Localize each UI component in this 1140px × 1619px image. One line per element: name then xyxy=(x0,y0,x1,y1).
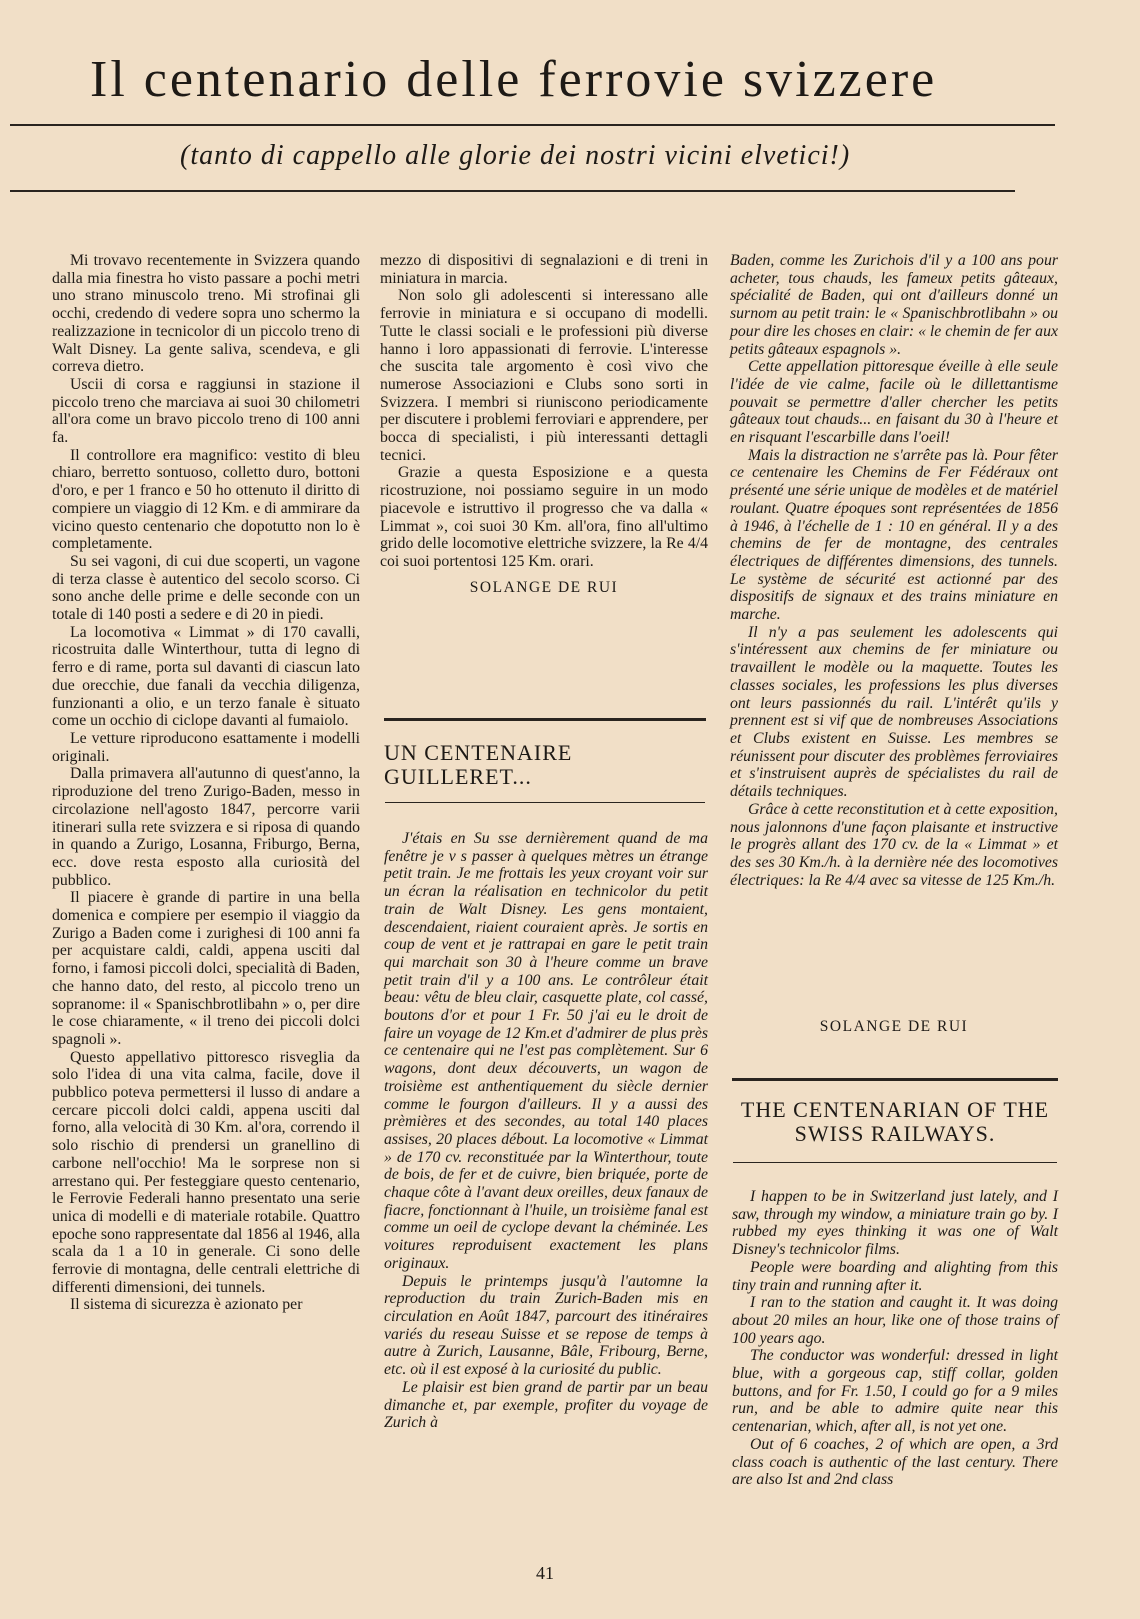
french-section-rule xyxy=(384,718,706,721)
paragraph: Dalla primavera all'autunno di quest'anno, la riproduzione del treno Zurigo-Baden, messo in circolazione nell'agosto 1847, percorre varii itinerari sulla rete svizzera e si riposa di quando in quando a Zurigo, Losanna, Friburgo, Berna, ecc. dove resta esposto alla curiosità del pubblico. xyxy=(52,765,360,889)
paragraph: Cette appellation pittoresque éveille à elle seule l'idée de vie calme, facile où le dillettantisme pouvait se permettre d'aller chercher les petits gâteaux tout chauds... en faisant du 30 à l'heure et en risquant l'escarbille dans l'oeil! xyxy=(730,358,1058,447)
paragraph: Il n'y a pas seulement les adolescents qui s'intéressent aux chemins de fer miniature ou travaillent le modèle ou la maquette. Toutes les classes sociales, les professions les plus diverses ont leurs passionnés du rail. L'intérêt qu'ils y prennent est si vif que de nombreuses Associations et Clubs existent en Suisse. Les membres se réunissent pour discuter des problèmes ferroviaires et s'instruisent auprès de spécialistes du rail de détails techniques. xyxy=(730,623,1058,801)
page-number: 41 xyxy=(536,1563,554,1583)
paragraph: Questo appellativo pittoresco risveglia da solo l'idea di una vita calma, facile, dove il pubblico poteva permettersi il lusso di andare a cercare piccoli dolci caldi, appena usciti dal forno, alla velocità di 30 Km. al'ora, correndo il solo rischio di prendersi un granellino di carbone nell'occhio! Ma le sorprese non si arrestano qui. Per festeggiare questo centenario, le Ferrovie Federali hanno presentato una serie unica di modelli e di materiale rotabile. Quattro epoche sono rappresentate dal 1856 al 1946, alla scala da 1 a 10 in generale. Ci sono delle ferrovie di montagna, delle centrali elettriche di differenti dimensioni, dei tunnels. xyxy=(52,1048,360,1296)
paragraph: Uscii di corsa e raggiunsi in stazione il piccolo treno che marciava ai suoi 30 chilometri all'ora come un bravo piccolo treno di 100 anni fa. xyxy=(52,375,360,447)
english-section-rule xyxy=(732,1078,1058,1081)
french-article-col2 xyxy=(384,830,708,1432)
paragraph: Il controllore era magnifico: vestito di bleu chiaro, berretto sontuoso, colletto duro, bottoni d'oro, e per 1 franco e 50 ho ottenuto il diritto di compiere un viaggio di 12 Km. e di ammirare da vicino questo centenario che dopotutto non lo è completamente. xyxy=(52,446,360,553)
english-heading-rule xyxy=(733,1162,1057,1163)
paragraph: Non solo gli adolescenti si interessano alle ferrovie in miniatura e si occupano di modelli. Tutte le classi sociali e le professioni più diverse hanno i loro appassionati di ferrovie. L'interesse che suscita tale argomento è così vivo che numerose Associazioni e Clubs sono sorti in Svizzera. I membri si riuniscono periodicamente per discutere i problemi ferroviari e apprendere, per bocca di specialisti, i più interessanti dettagli tecnici. xyxy=(380,287,708,464)
paragraph: La locomotiva « Limmat » di 170 cavalli, ricostruita dalle Winterthour, tutta di legno di ferro e di rame, porta sul davanti di ciascun lato due orecchie, due fanali da vecchia diligenza, funzionanti a olio, e un terzo fanale è situato come un occhio di ciclope davanti al fumaiolo. xyxy=(52,623,360,730)
paragraph: I ran to the station and caught it. It was doing about 20 miles an hour, like one of those trains of 100 years ago. xyxy=(732,1294,1058,1347)
paragraph: Out of 6 coaches, 2 of which are open, a 3rd class coach is authentic of the last century. There are also Ist and 2nd class xyxy=(732,1435,1058,1489)
paragraph: Grazie a questa Esposizione e a questa ricostruzione, noi possiamo seguire in un modo piacevole e istruttivo il progresso che va dalla « Limmat », coi suoi 30 Km. all'ora, fino all'ultimo grido delle locomotive elettriche svizzere, la Re 4/4 coi suoi portentosi 125 Km. orari. xyxy=(380,464,708,570)
paragraph: People were boarding and alighting from this tiny train and running after it. xyxy=(732,1258,1058,1294)
paragraph: Baden, comme les Zurichois d'il y a 100 ans pour acheter, tous chauds, les fameux petits gâteaux, spécialité de Baden, qui ont d'ailleurs donné un surnom au petit train: le « Spanischbrotlibahn » ou pour dire les choses en clair: « le chemin de fer aux petits gâteaux espagnols ». xyxy=(730,252,1058,358)
french-heading: UN CENTENAIRE GUILLERET... xyxy=(384,740,573,789)
paragraph: Il sistema di sicurezza è azionato per xyxy=(70,1296,303,1314)
page-subtitle: (tanto di cappello alle glorie dei nostri vicini elvetici!) xyxy=(180,140,851,171)
italian-article-col1 xyxy=(52,252,360,1314)
subtitle-rule xyxy=(10,190,1015,192)
english-heading: THE CENTENARIAN OF THE SWISS RAILWAYS. xyxy=(740,1097,1050,1146)
paragraph: Depuis le printemps jusqu'à l'automne la reproduction du train Zurich-Baden mis en circulation en Août 1847, parcourt des itinéraires variés du reseau Suisse et se repose de temps à autre à Zurich, Lausanne, Bâle, Fribourg, Berne, etc. où il est exposé à la curiosité du public. xyxy=(384,1272,708,1379)
title-rule xyxy=(10,124,1055,126)
italian-article-col2 xyxy=(380,252,708,596)
french-signature: SOLANGE DE RUI xyxy=(819,1018,969,1035)
paragraph: Su sei vagoni, di cui due scoperti, un vagone di terza classe è autentico del secolo scorso. Ci sono anche delle prime e delle seconde con un totale di 140 posti a sedere e di 20 in piedi. xyxy=(52,552,360,624)
paragraph: mezzo di dispositivi di segnalazioni e di treni in miniatura in marcia. xyxy=(380,252,708,287)
paragraph: Grâce à cette reconstitution et à cette exposition, nous jalonnons d'une façon plaisante et instructive le progrès allant des 170 cv. de la « Limmat » et des ses 30 Km./h. à la dernière née des locomotives électriques: la Re 4/4 avec sa vitesse de 125 Km./h. xyxy=(730,800,1058,889)
italian-signature: SOLANGE DE RUI xyxy=(469,578,619,596)
paragraph: I happen to be in Switzerland just lately, and I saw, through my window, a miniature train go by. I rubbed my eyes thinking it was one of Walt Disney's technicolor films. xyxy=(732,1188,1058,1259)
paragraph: Mi trovavo recentemente in Svizzera quando dalla mia finestra ho visto passare a pochi metri uno strano minuscolo treno. Mi strofinai gli occhi, credendo di vedere sopra uno schermo la realizzazione in tecnicolor di un piccolo treno di Walt Disney. La gente saliva, scendeva, e gli correva dietro. xyxy=(52,252,360,376)
page-title: Il centenario delle ferrovie svizzere xyxy=(90,51,938,108)
paragraph: J'étais en Su sse dernièrement quand de ma fenêtre je v s passer à quelques mètres un étrange petit train. Je me frottais les yeux croyant voir sur un écran la réalisation en technicolor du petit train de Walt Disney. Les gens montaient, descendaient, riaient couraient après. Je sortis en coup de vent et je rattrapai en gare le petit train qui marchait son 30 à l'heure comme un brave petit train d'il y a 100 ans. Le contrôleur était beau: vêtu de bleu clair, casquette plate, col cassé, boutons d'or et pour 1 Fr. 50 j'ai eu le droit de faire un voyage de 12 Km.et d'admirer de plus près ce centenaire qui ne l'est pas complètement. Sur 6 wagons, dont deux découverts, un wagon de troisième est anthentiquement du siècle dernier comme le fourgon d'ailleurs. Il y a aussi des prèmières et des secondes, au total 140 places assises, 20 places débout. La locomotive « Limmat » de 170 cv. reconstituée par la Winterthour, toute de bois, de fer et de cuivre, bien briquée, porte de chaque côte à l'avant deux oreilles, deux fanaux de fiacre, fonctionnant à l'huile, un troisième fanal est comme un oeil de cyclope devant la chéminée. Les voitures reproduisent exactement les plans originaux. xyxy=(384,830,708,1272)
paragraph: Mais la distraction ne s'arrête pas là. Pour fêter ce centenaire les Chemins de Fer Fédéraux ont présenté une série unique de modèles et de matériel roulant. Quatre époques sont représentées de 1856 à 1946, à l'échelle de 1 : 10 en général. Il y a des chemins de fer de montagne, des centrales électriques de différentes dimensions, des tunnels. Le système de sécurité est actionné par des dispositifs de signaux et des trains miniature en marche. xyxy=(730,446,1058,624)
english-article-col3 xyxy=(732,1188,1058,1489)
paragraph: The conductor was wonderful: dressed in light blue, with a gorgeous cap, stiff collar, golden buttons, and for Fr. 1.50, I could go for a 9 miles run, and be able to admire quite near this centenarian, which, after all, is not yet one. xyxy=(732,1347,1058,1436)
paragraph: Le plaisir est bien grand de partir par un beau dimanche et, par exemple, profiter du voyage de Zurich à xyxy=(384,1378,708,1432)
paragraph: Il piacere è grande di partire in una bella domenica e compiere per esempio il viaggio da Zurigo a Baden come i zurighesi di 100 anni fa per acquistare caldi, caldi, appena usciti dal forno, i famosi piccoli dolci, specialità di Baden, che hanno dato, del resto, al piccolo treno un sopranome: il « Spanischbrotlibahn » o, per dire le cose chiaramente, « il treno dei piccoli dolci spagnoli ». xyxy=(52,889,360,1048)
paragraph: Le vetture riproducono esattamente i modelli originali. xyxy=(52,729,360,765)
french-article-col3 xyxy=(730,252,1058,889)
french-heading-rule xyxy=(385,802,705,803)
